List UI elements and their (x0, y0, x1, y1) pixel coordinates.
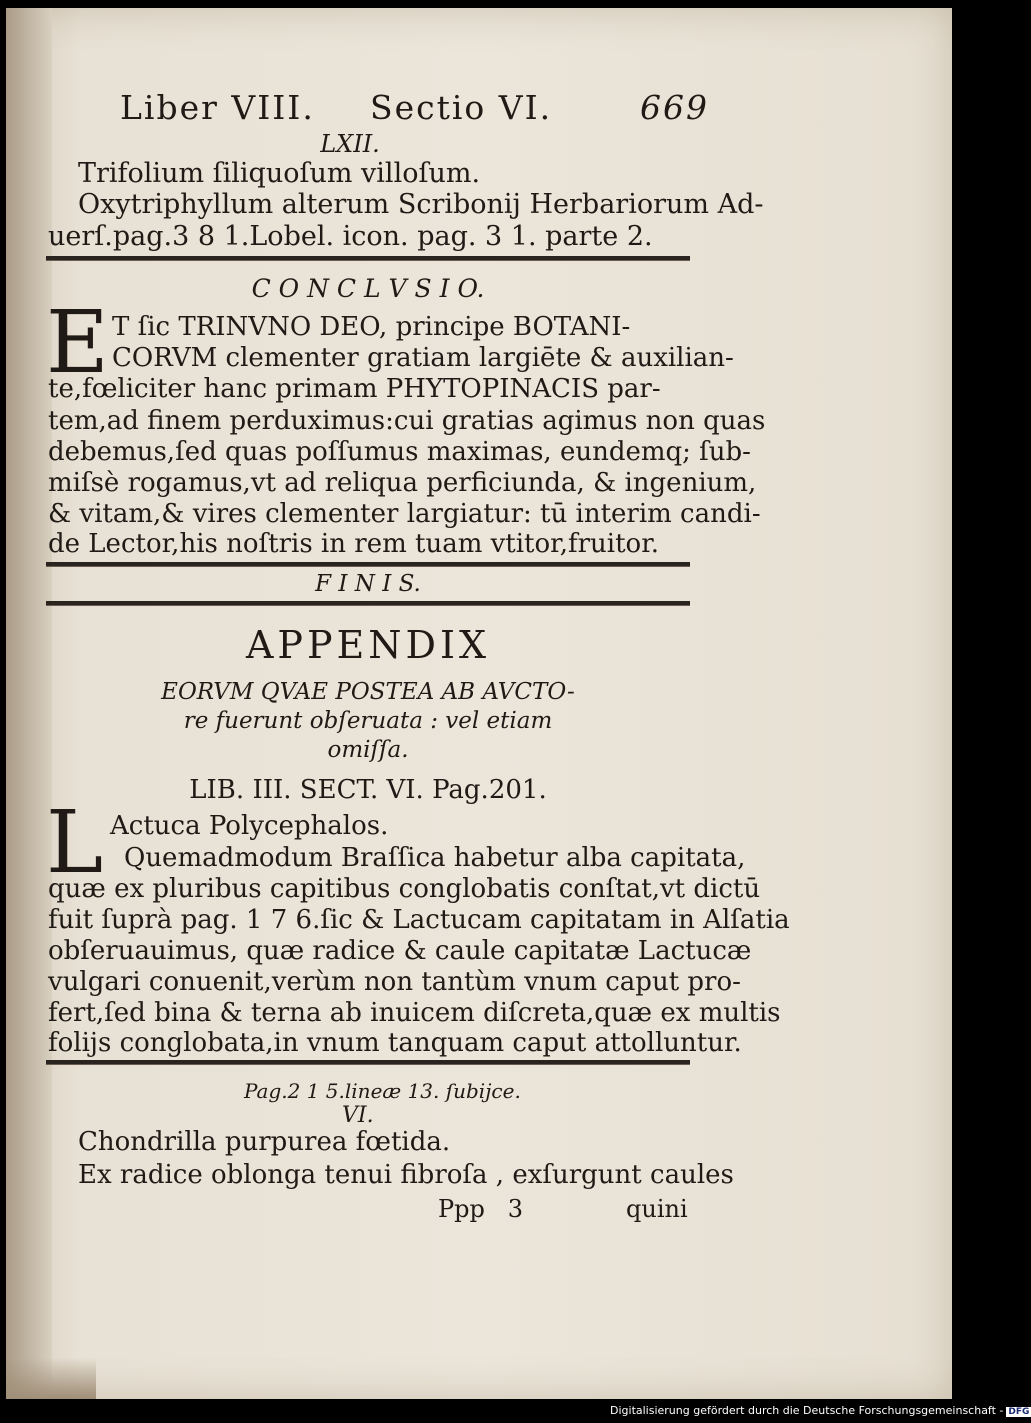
section-heading: LIB. III. SECT. VI. Pag.201. (189, 775, 547, 805)
page-number: 669 (640, 88, 709, 127)
drop-cap: L (46, 793, 104, 893)
finis: F I N I S. (315, 571, 421, 597)
appendix-title: APPENDIX (245, 623, 491, 667)
running-head-left: Liber VIII. (120, 88, 315, 127)
appendix-subtitle: EORVM QVAE POSTEA AB AVCTO- (161, 679, 575, 705)
text-line: Quemadmodum Braſſica habetur alba capitata, (124, 843, 746, 873)
signature-mark: Ppp 3 (438, 1195, 524, 1223)
text-line: tem,ad finem perduximus:cui gratias agimus non quas (48, 406, 766, 436)
footer-text: Digitalisierung gefördert durch die Deutsche Forschungsgemeinschaft - (610, 1404, 1004, 1417)
text-line: folijs conglobata,in vnum tanquam caput attolluntur. (48, 1028, 742, 1058)
drop-cap: E (46, 293, 109, 393)
appendix-subtitle: omiſſa. (327, 737, 409, 763)
text-line: uerſ.pag.3 8 1.Lobel. icon. pag. 3 1. parte 2. (48, 221, 653, 252)
horizontal-rule (46, 1060, 690, 1065)
text-line: & vitam,& vires clementer largiatur: tū interim candi- (48, 499, 761, 529)
text-line: T ſic TRINVNO DEO, principe BOTANI- (112, 312, 631, 342)
conclusio-title: C O N C L V S I O. (251, 274, 485, 303)
text-line: obſeruauimus, quæ radice & caule capitatæ Lactucæ (48, 936, 752, 966)
appendix-subtitle: re fuerunt obſeruata : vel etiam (183, 708, 553, 734)
horizontal-rule (46, 601, 690, 606)
text-line: Oxytriphyllum alterum Scribonij Herbariorum Ad- (78, 189, 764, 220)
digitization-footer (610, 1404, 1031, 1417)
text-line: debemus,ſed quas poſſumus maximas, eundemq; ſub- (48, 437, 751, 467)
section-number: LXII. (320, 130, 380, 158)
text-line: fert,ſed bina & terna ab inuicem diſcreta,quæ ex multis (48, 998, 781, 1028)
text-line: CORVM clementer gratiam largiēte & auxilian- (112, 343, 734, 373)
text-line: Trifolium ſiliquoſum villoſum. (78, 158, 481, 189)
section-number: VI. (342, 1103, 374, 1128)
text-line: quæ ex pluribus capitibus conglobatis conſtat,vt dictū (48, 874, 761, 904)
page-stain (6, 1358, 96, 1399)
text-line: Chondrilla purpurea fœtida. (78, 1127, 451, 1157)
text-line: de Lector,his noſtris in rem tuam vtitor,fruitor. (48, 529, 660, 559)
text-line: te,fœliciter hanc primam PHYTOPINACIS par- (48, 374, 661, 404)
horizontal-rule (46, 562, 690, 567)
text-line: Actuca Polycephalos. (110, 811, 389, 841)
text-line: vulgari conuenit,verùm non tantùm vnum caput pro- (48, 967, 741, 997)
text-line: Ex radice oblonga tenui fibroſa , exſurgunt caules (78, 1160, 734, 1190)
text-line: miſsè rogamus,vt ad reliqua perficiunda, & ingenium, (48, 468, 757, 498)
horizontal-rule (46, 256, 690, 261)
running-head-middle: Sectio VI. (370, 88, 553, 127)
text-line: fuit ſuprà pag. 1 7 6.ſic & Lactucam capitatam in Alſatia (48, 905, 790, 935)
catchword: quini (626, 1195, 688, 1223)
dfg-logo: DFG (1008, 1407, 1030, 1417)
page-reference: Pag.2 1 5.lineæ 13. ſubijce. (244, 1079, 521, 1103)
